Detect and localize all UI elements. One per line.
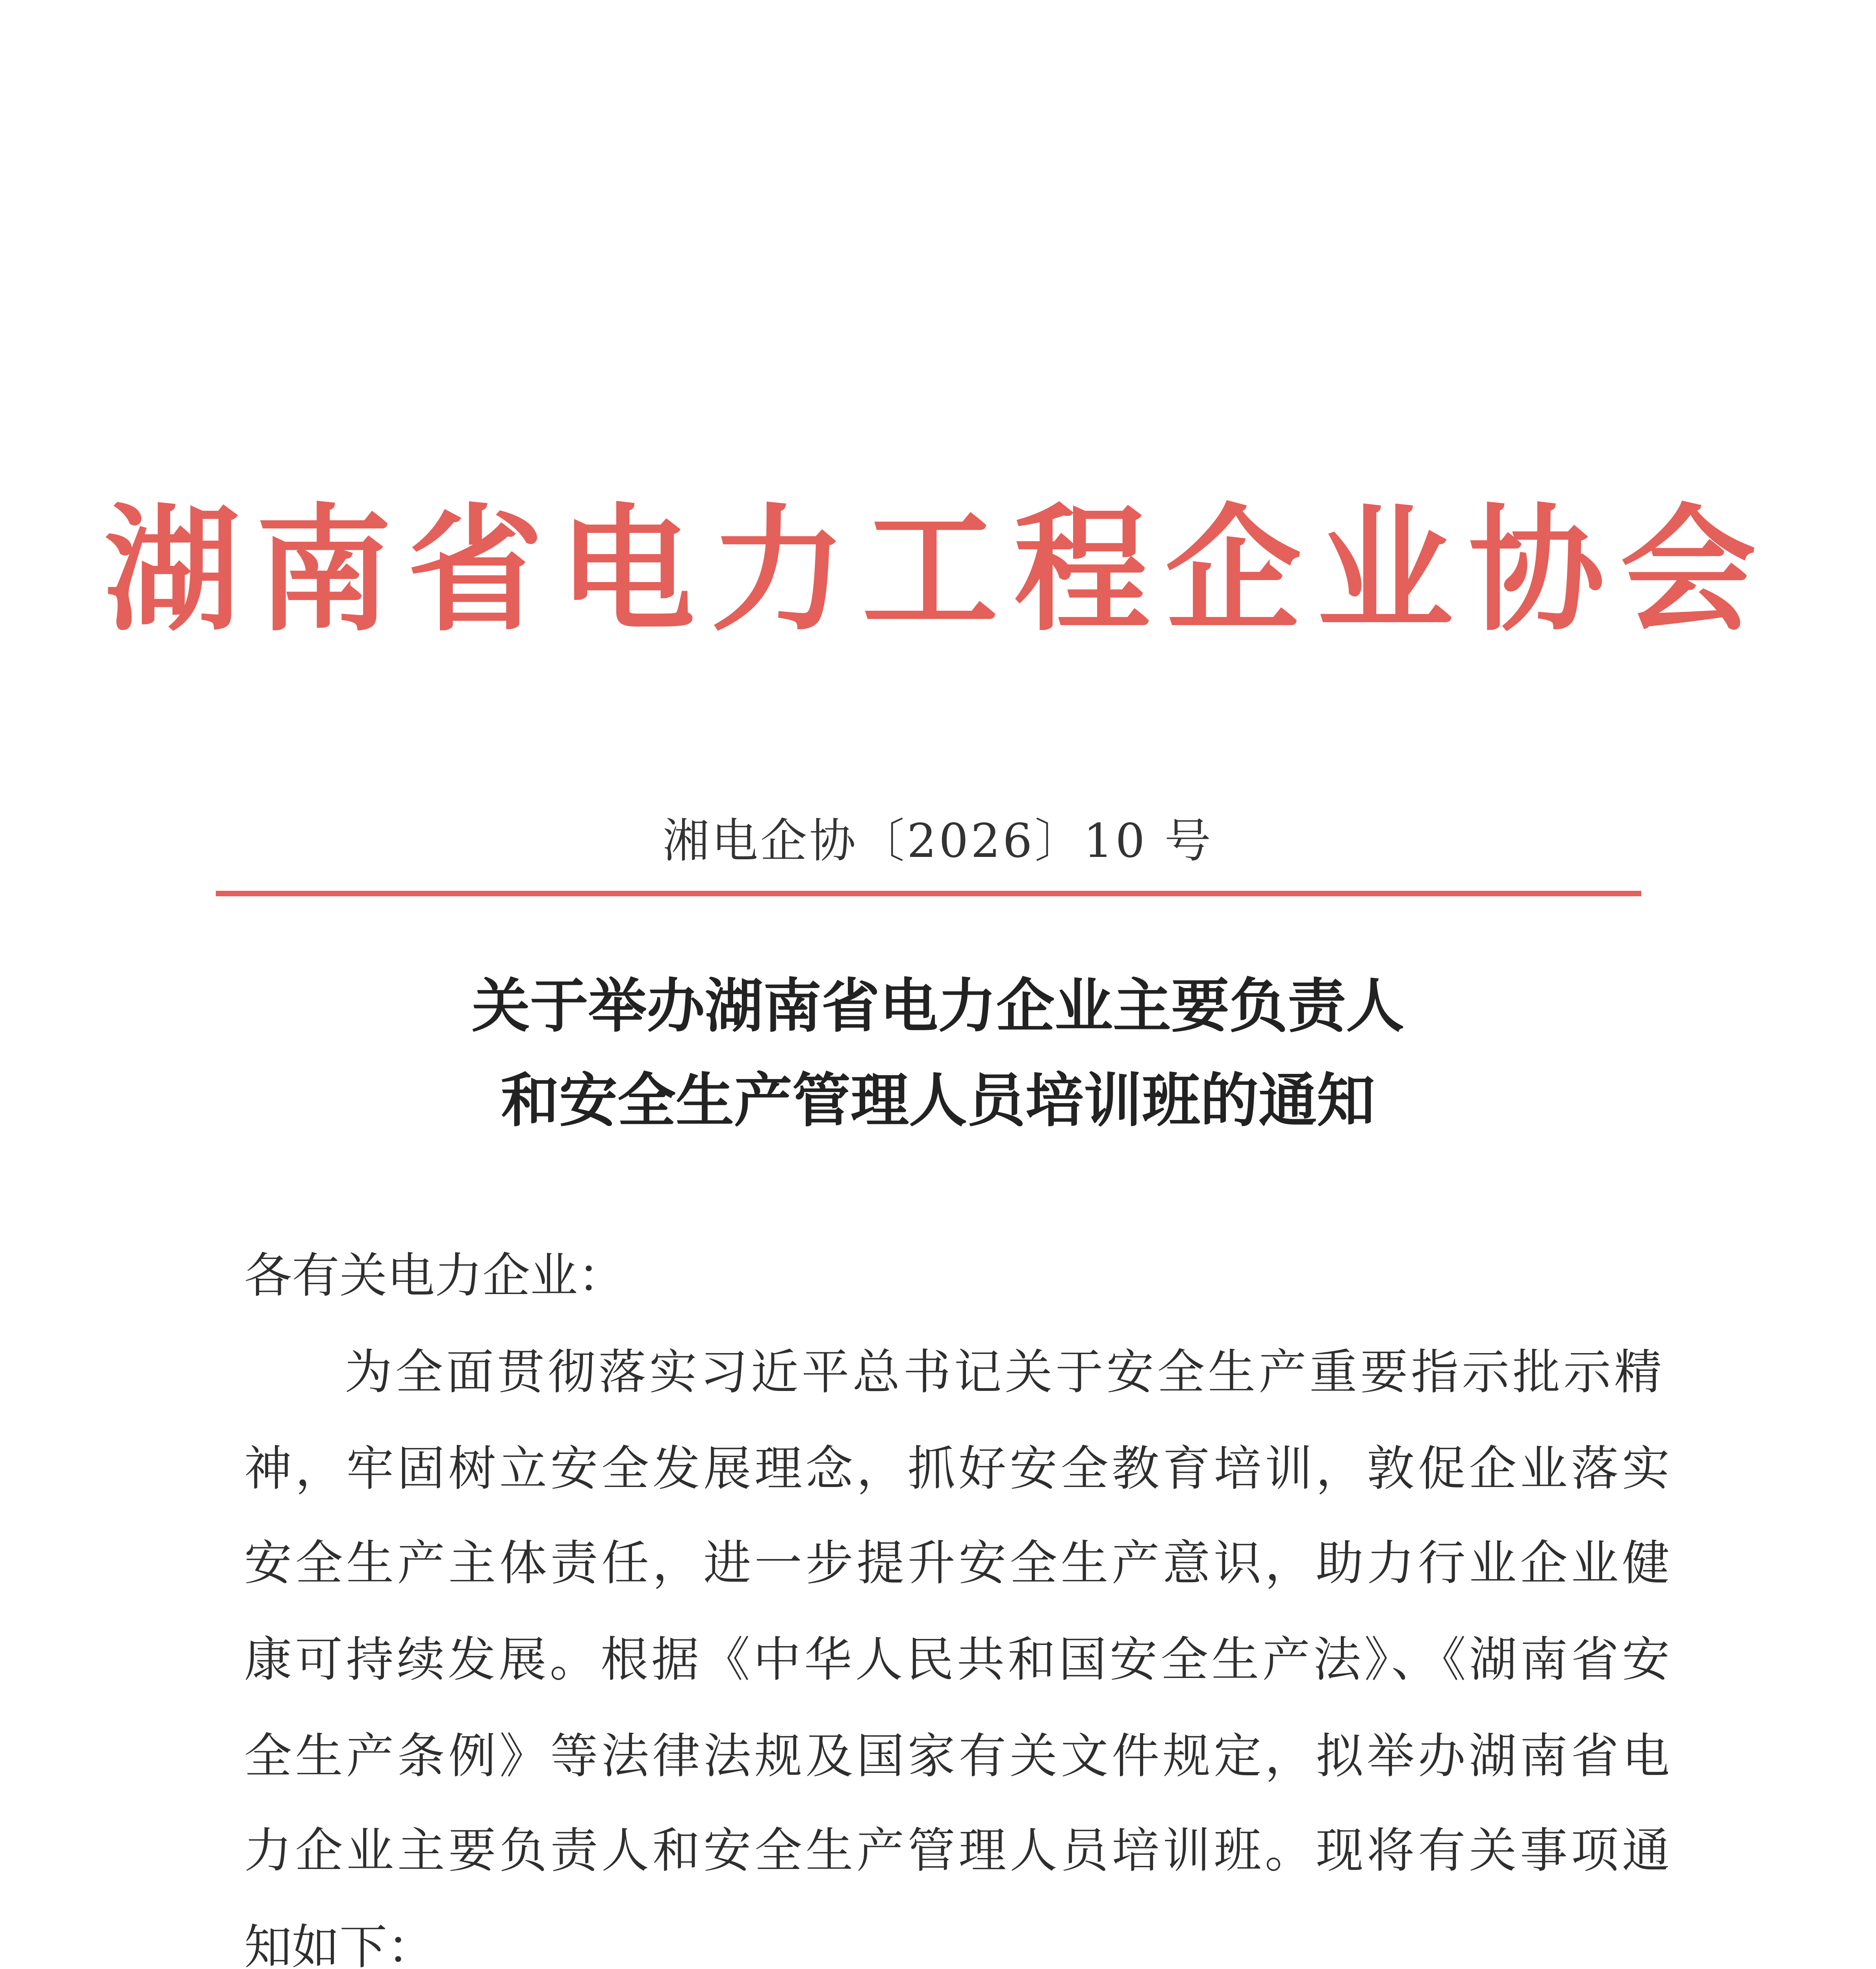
- intro-line: 为全面贯彻落实习近平总书记关于安全生产重要指示批示精: [345, 1344, 1662, 1400]
- red-divider: [216, 891, 1641, 896]
- intro-line: 全生产条例》等法律法规及国家有关文件规定，拟举办湖南省电: [244, 1728, 1670, 1784]
- intro-line: 知如下：: [244, 1919, 435, 1969]
- intro-line: 康可持续发展。根据《中华人民共和国安全生产法》、《湖南省安: [244, 1632, 1670, 1687]
- intro-line: 力企业主要负责人和安全生产管理人员培训班。现将有关事项通: [244, 1823, 1670, 1878]
- document-number: 湘电企协〔2026〕10 号: [663, 814, 1213, 868]
- document-title-line-1: 关于举办湖南省电力企业主要负责人: [472, 972, 1404, 1040]
- organization-header: 湖南省电力工程企业协会: [104, 492, 1772, 650]
- intro-line: 安全生产主体责任，进一步提升安全生产意识，助力行业企业健: [244, 1535, 1670, 1591]
- salutation: 各有关电力企业：: [244, 1248, 626, 1303]
- intro-line: 神，牢固树立安全发展理念，抓好安全教育培训，敦促企业落实: [244, 1441, 1670, 1496]
- document-title-line-2: 和安全生产管理人员培训班的通知: [501, 1067, 1375, 1135]
